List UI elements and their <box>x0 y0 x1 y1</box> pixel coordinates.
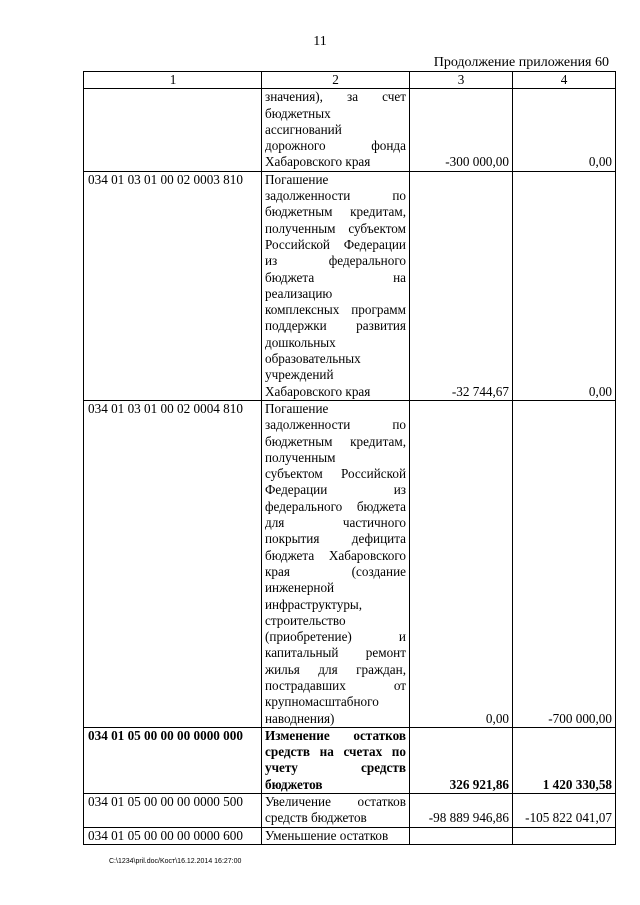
amount-col3-cell: -32 744,67 <box>410 171 513 400</box>
description-line: Российской Федерации <box>265 236 406 252</box>
description-line: бюджета Хабаровского <box>265 547 406 563</box>
column-header-2: 2 <box>262 72 410 89</box>
description-line: Хабаровского края <box>265 383 371 399</box>
description-line: задолженности по <box>265 417 406 433</box>
description-line: субъектом Российской <box>265 466 406 482</box>
amount-col4-cell <box>513 827 616 844</box>
description-line: края (создание <box>265 563 406 579</box>
description-line: средств на счетах по <box>265 744 406 760</box>
table-header-row <box>84 72 616 89</box>
description-line: Хабаровского края <box>265 154 371 170</box>
description-line: из федерального <box>265 253 406 269</box>
budget-code-cell: 034 01 05 00 00 00 0000 500 <box>84 794 262 828</box>
column-header-1: 1 <box>84 72 262 89</box>
table-row <box>84 827 616 844</box>
amount-col4-cell: -700 000,00 <box>513 400 616 727</box>
description-line: Уменьшение остатков <box>265 827 389 843</box>
footer-file-path: C:\1234\pril.doc/Kocт\16.12.2014 16:27:00 <box>109 858 242 865</box>
description-cell <box>262 89 410 171</box>
description-line: Погашение <box>265 400 329 416</box>
description-line: жилья для граждан, <box>265 661 406 677</box>
description-cell <box>262 400 410 727</box>
description-line: строительство <box>265 612 346 628</box>
description-line: комплексных программ <box>265 302 406 318</box>
description-line: средств бюджетов <box>265 810 367 826</box>
description-line: бюджетным кредитам, <box>265 204 406 220</box>
description-line: ассигнований <box>265 121 342 137</box>
amount-col3-cell: -300 000,00 <box>410 89 513 171</box>
description-line: задолженности по <box>265 188 406 204</box>
description-line: реализацию <box>265 285 333 301</box>
description-line: полученным <box>265 449 336 465</box>
description-line: покрытия дефицита <box>265 531 406 547</box>
description-line: для частичного <box>265 515 406 531</box>
description-line: (приобретение) и <box>265 629 406 645</box>
description-line: инженерной <box>265 580 335 596</box>
description-line: Погашение <box>265 171 329 187</box>
description-line: бюджетов <box>265 776 323 792</box>
budget-code-cell: 034 01 03 01 00 02 0004 810 <box>84 400 262 727</box>
column-header-4: 4 <box>513 72 616 89</box>
budget-code-cell: 034 01 05 00 00 00 0000 600 <box>84 827 262 844</box>
amount-col3-cell: 0,00 <box>410 400 513 727</box>
description-line: полученным субъектом <box>265 220 406 236</box>
amount-col4-cell: 1 420 330,58 <box>513 727 616 793</box>
description-line: инфраструктуры, <box>265 596 363 612</box>
table-row <box>84 794 616 828</box>
table-row <box>84 400 616 727</box>
amount-col4-cell: 0,00 <box>513 89 616 171</box>
amount-col4-cell: 0,00 <box>513 171 616 400</box>
continuation-title: Продолжение приложения 60 <box>433 55 609 70</box>
budget-code-cell: 034 01 03 01 00 02 0003 810 <box>84 171 262 400</box>
description-line: капитальный ремонт <box>265 645 406 661</box>
description-line: Изменение остатков <box>265 727 406 743</box>
description-line: образовательных <box>265 351 361 367</box>
description-line: крупномасштабного <box>265 694 379 710</box>
description-line: наводнения) <box>265 710 335 726</box>
description-line: дошкольных <box>265 334 336 350</box>
table-row <box>84 89 616 171</box>
description-line: бюджетных <box>265 105 331 121</box>
description-line: учреждений <box>265 367 334 383</box>
amount-col4-cell: -105 822 041,07 <box>513 794 616 828</box>
description-line: значения), за счет <box>265 89 406 105</box>
budget-table <box>83 71 616 845</box>
column-header-3: 3 <box>410 72 513 89</box>
description-cell <box>262 794 410 828</box>
description-cell <box>262 827 410 844</box>
table-row <box>84 171 616 400</box>
description-line: дорожного фонда <box>265 138 406 154</box>
description-cell <box>262 171 410 400</box>
page-number: 11 <box>313 34 327 49</box>
table-row <box>84 727 616 793</box>
amount-col3-cell <box>410 827 513 844</box>
description-line: бюджетным кредитам, <box>265 433 406 449</box>
description-line: Федерации из <box>265 482 406 498</box>
description-line: поддержки развития <box>265 318 406 334</box>
description-line: Увеличение остатков <box>265 794 406 810</box>
amount-col3-cell: 326 921,86 <box>410 727 513 793</box>
budget-code-cell: 034 01 05 00 00 00 0000 000 <box>84 727 262 793</box>
description-line: пострадавших от <box>265 677 406 693</box>
description-line: бюджета на <box>265 269 406 285</box>
description-cell <box>262 727 410 793</box>
budget-code-cell <box>84 89 262 171</box>
description-line: учету средств <box>265 760 406 776</box>
description-line: федерального бюджета <box>265 498 406 514</box>
amount-col3-cell: -98 889 946,86 <box>410 794 513 828</box>
